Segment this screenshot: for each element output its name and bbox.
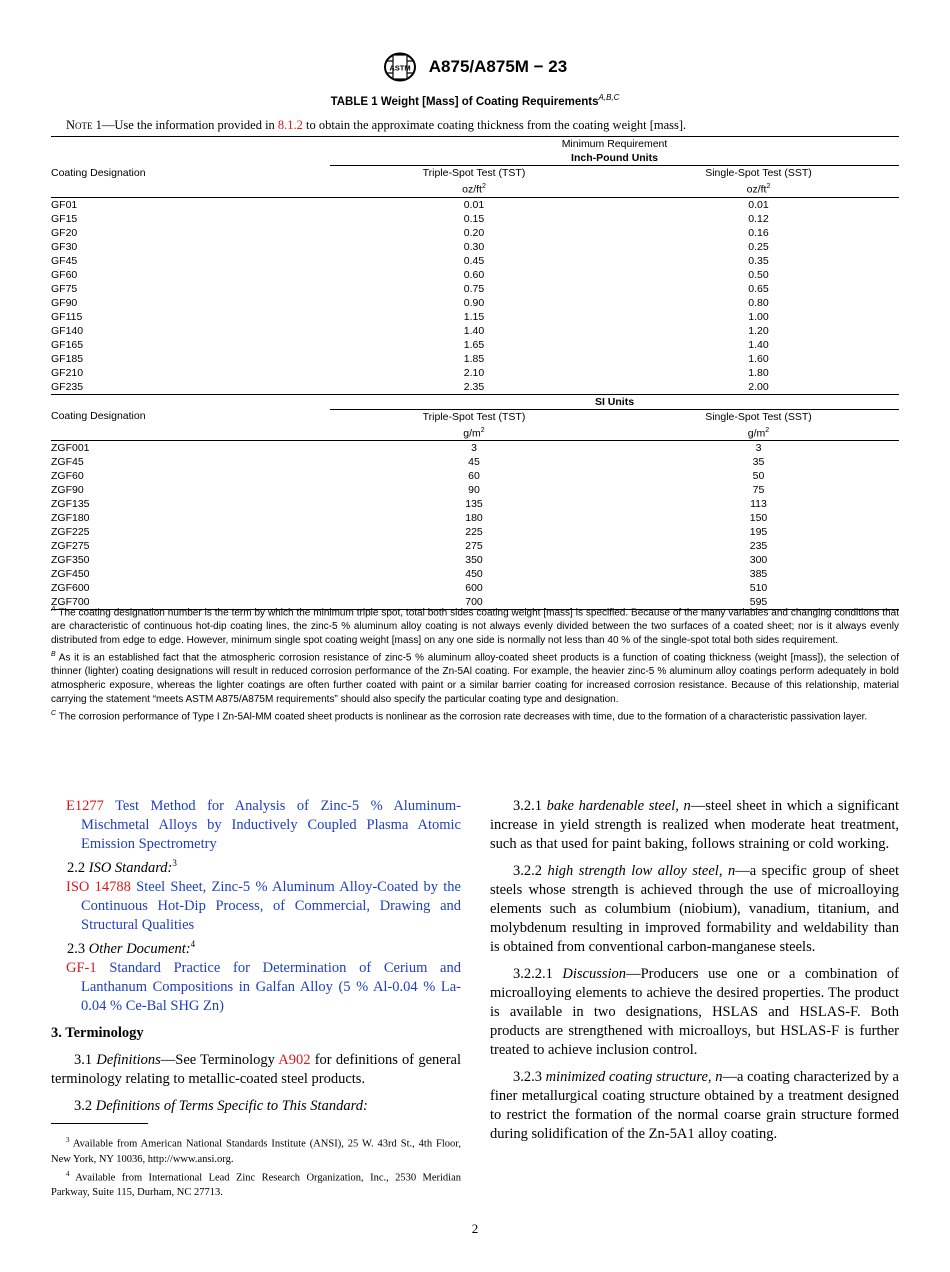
sst-cell: 3 [755,442,762,454]
sst-cell: 0.12 [748,212,769,225]
designation-cell: ZGF180 [51,512,90,524]
tst-cell: 180 [465,512,483,524]
tst-cell: 0.01 [463,198,485,211]
sst-cell: 150 [749,512,768,524]
tst-cell: 275 [465,540,483,552]
tst-cell: 0.75 [463,282,485,295]
designation-cell: ZGF275 [51,540,90,552]
tst-cell: 0.60 [463,268,485,281]
tst-cell: 1.65 [463,338,485,351]
sst-cell: 300 [749,554,768,566]
a902-link[interactable]: A902 [278,1051,311,1068]
tst-header: Triple-Spot Test (TST) [330,409,618,424]
table-row [51,366,899,380]
table-row [51,197,899,212]
table-row [51,455,899,469]
designation-cell: GF185 [51,352,84,365]
table-row [51,296,899,310]
sst-cell: 35 [752,456,765,468]
designation-cell: GF165 [51,338,84,351]
designation-cell: ZGF90 [51,484,84,496]
designation-cell: GF20 [51,226,78,239]
table-row [51,567,899,581]
sst-cell: 0.01 [748,198,769,211]
tst-cell: 60 [468,470,480,482]
sst-cell: 0.65 [748,282,769,295]
sst-cell: 0.50 [748,268,769,281]
unit-label: $g/m^2$ [330,424,618,441]
tst-cell: 0.45 [463,254,485,267]
table-row [51,226,899,240]
inch-pound-units-header: Inch-Pound Units [571,152,658,164]
tst-cell: 700 [330,595,618,610]
designation-cell: ZGF350 [51,554,90,566]
tst-cell: 0.15 [463,212,485,225]
designation-cell: GF115 [51,310,83,323]
designation-cell: ZGF225 [51,526,90,538]
designation-cell: ZGF600 [51,582,90,594]
table-row [51,469,899,483]
page-header [0,52,950,82]
reference-code-link[interactable]: ISO 14788 [66,878,131,895]
definition-paragraph: 3.2.1 bake hardenable steel, n—steel sheet in which a significant increase in yield strength is realized when moderate heat treatment, such as that used for paint baking, follows straining or cold working. [490,798,899,852]
designation-cell: ZGF450 [51,568,90,580]
designation-cell: GF60 [51,268,78,281]
reference-code-link[interactable]: GF-1 [66,959,97,976]
tst-cell: 450 [465,568,483,580]
designation-cell: ZGF60 [51,470,84,482]
table-row [51,525,899,539]
designation-cell: GF235 [51,380,84,393]
tst-cell: 3 [471,442,477,454]
designation-cell: GF01 [51,198,78,211]
table-row [51,338,899,352]
page-footnote: $^4$ Available from International Lead Zinc Research Organization, Inc., 2530 Meridian Parkway, Suite 115, Durham, NC 27713. [51,1169,461,1198]
svg-text:ASTM: ASTM [389,63,411,73]
sst-cell: 510 [749,582,768,594]
definition-paragraph: 3.2.3 minimized coating structure, n—a coating characterized by a finer metallurgical coating structure obtained by a treatment designed to restrict the formation of the normal coarse grain structure formed during solidification of the Zn-5A1 alloy coating. [490,1069,899,1142]
min-requirement-header: Minimum Requirement [330,137,899,152]
tst-header: Triple-Spot Test (TST) [330,166,618,181]
reference-title-link[interactable]: Steel Sheet, Zinc-5 % Aluminum Alloy-Coated by the Continuous Hot-Dip Process, of Commercial, Drawing and Structural Qualities [81,878,461,933]
tst-cell: 135 [465,498,483,510]
designation-header: Coating Designation [51,166,146,179]
paragraph: 3.1 Definitions—See Terminology A902 for definitions of general terminology relating to metallic-coated steel products. [51,1051,462,1087]
unit-label: $g/m^2$ [618,424,899,441]
sst-cell: 385 [749,568,768,580]
sst-cell: 0.35 [748,254,769,267]
tst-cell: 2.35 [463,380,485,393]
sst-cell: 75 [752,484,765,496]
tst-cell: 600 [465,582,483,594]
tst-cell: 0.90 [463,296,485,309]
unit-label: $oz/ft^2$ [618,180,899,197]
page-number: 2 [471,1221,479,1236]
designation-cell: GF15 [51,212,78,225]
table-caption: TABLE 1 Weight [Mass] of Coating Requirements$^{A,B,C}$ [330,93,620,108]
table-row [51,483,899,497]
reference-code-link[interactable]: E1277 [66,798,104,814]
sst-cell: 0.16 [748,226,769,239]
table-row [51,324,899,338]
tst-cell: 225 [465,526,483,538]
tst-cell: 1.15 [463,310,485,323]
section-link[interactable]: 8.1.2 [277,118,303,132]
designation-header: Coating Designation [51,410,146,423]
table-footnote: $^B$ As it is an established fact that the atmospheric corrosion resistance of zinc-5 % aluminum alloy-coated sheet products is a function of coating thickness (weight [mass]), the selection of thinner (lighter) coating designations will result in reduced corrosion performance of the Zn-5Al coating. For example, the heavier zinc-5 % aluminum alloy coatings perform adequately in bold atmospheric exposure, whereas the lighter coatings are often further coated with paint or a similar barrier coating for increased corrosion resistance. Because of this relationship, material carrying the statement “meets ASTM A875/A875M requirements” should also specify the particular coating type and designation. [51,651,899,706]
designation-cell: GF30 [51,240,78,253]
table-row [51,581,899,595]
designation-cell: ZGF001 [51,442,90,454]
astm-logo-icon [383,52,417,82]
table-row [51,497,899,511]
reference-item [51,878,461,935]
sst-cell: 1.80 [748,366,769,379]
designation-cell: GF75 [51,282,78,295]
sst-cell: 1.20 [748,324,769,337]
tst-cell: 45 [468,456,480,468]
section-heading: 2.3 Other Document:$^4$ [67,938,196,957]
sst-header: Single-Spot Test (SST) [618,166,899,181]
reference-item [51,959,461,1016]
table-row [51,539,899,553]
tst-cell: 1.40 [463,324,485,337]
reference-item [51,797,461,854]
sst-cell: 1.40 [748,338,769,351]
sst-cell: 0.80 [748,296,769,309]
tst-cell: 2.10 [463,366,485,379]
paragraph: 3.2 Definitions of Terms Specific to This Standard: [74,1097,368,1114]
sst-cell: 195 [749,526,768,538]
sst-cell: 1.00 [748,310,769,323]
table-row [51,254,899,268]
table-row [51,282,899,296]
sst-cell: 50 [752,470,765,482]
table-row [51,268,899,282]
sst-cell: 113 [750,498,767,510]
table-footnote: $^A$ The coating designation number is the term by which the minimum triple spot, total both sides coating weight [mass] is specified. Because of the many variables and changing conditions that are characteristic of continuous hot-dip coating lines, the zinc-5 % aluminum alloy coating is not always evenly divided between the two surfaces of a coated sheet; nor is it always evenly distributed from edge to edge. However, minimum single spot coating weight [mass] on any one side is normally not less than 40 % of the single-spot total both sides requirement. [51,606,899,647]
table-row [51,441,899,456]
table-footnotes [51,603,899,724]
definition-paragraph: 3.2.2 high strength low alloy steel, n—a specific group of sheet steels whose strength is achieved through the use of microalloying elements such as columbium (niobium), vanadium, titanium, and molybdenum resulting in improved formability and weldability than is obtained from conventional carbon-manganese steels. [490,863,899,955]
footnote-divider [51,1123,148,1124]
section-heading: 2.2 ISO Standard:$^3$ [67,858,177,876]
table-row [51,511,899,525]
sst-cell: 0.25 [748,240,769,253]
si-units-header: SI Units [330,394,899,409]
tst-cell: 350 [465,554,483,566]
table-row [51,310,899,324]
terminology-heading: 3. Terminology [51,1024,144,1041]
reference-title-link[interactable]: Test Method for Analysis of Zinc-5 % Aluminum-Mischmetal Alloys by Inductively Coupled Plasma Atomic Emission Spectrometry [81,798,461,852]
definition-paragraph: 3.2.2.1 Discussion—Producers use one or a combination of microalloying elements to achieve the desired properties. The product is available in two designations, HSLAS and HSLAS-F. Both products are strengthened with microalloys, but HSLAS-F is further treated to achieve inclusion control. [490,966,899,1058]
table-row [51,352,899,366]
designation-cell: ZGF135 [51,498,90,510]
designation-cell: ZGF700 [51,595,330,610]
sst-cell: 235 [749,540,768,552]
right-column [490,797,899,1152]
table-row [51,553,899,567]
sst-cell: 2.00 [748,380,769,393]
table-row [51,212,899,226]
table-row [51,380,899,395]
tst-cell: 90 [468,484,480,496]
sst-cell: 595 [618,595,899,610]
designation-cell: GF45 [51,254,78,267]
table-row [51,240,899,254]
sst-cell: 1.60 [748,352,769,365]
tst-cell: 1.85 [463,352,485,365]
reference-title-link[interactable]: Standard Practice for Determination of Cerium and Lanthanum Compositions in Galfan Alloy (5 % Al-0.04 % La-0.04 % Ce-Bal SHG Zn) [81,959,461,1014]
page-footnotes [51,1133,461,1200]
tst-cell: 0.20 [463,226,485,239]
table-note: Note 1—Use the information provided in 8.1.2 to obtain the approximate coating thickness from the coating weight [mass]. [66,118,687,132]
unit-label: $oz/ft^2$ [330,180,618,197]
left-column [51,797,461,1124]
designation-cell: ZGF45 [51,456,84,468]
table-footnote: $^C$ The corrosion performance of Type I Zn-5Al-MM coated sheet products is nonlinear as the corrosion rate decreases with time, due to the formation of a characteristic passivation layer. [51,710,868,723]
tst-cell: 0.30 [463,240,485,253]
page-footnote: $^3$ Available from American National Standards Institute (ANSI), 25 W. 43rd St., 4th Floor, New York, NY 10036, http://www.ansi.org. [51,1136,461,1165]
designation-cell: GF140 [51,324,84,337]
document-designation: A875/A875M − 23 [428,57,568,76]
sst-header: Single-Spot Test (SST) [618,409,899,424]
designation-cell: GF90 [51,296,78,309]
coating-requirements-table [51,136,899,610]
designation-cell: GF210 [51,366,84,379]
